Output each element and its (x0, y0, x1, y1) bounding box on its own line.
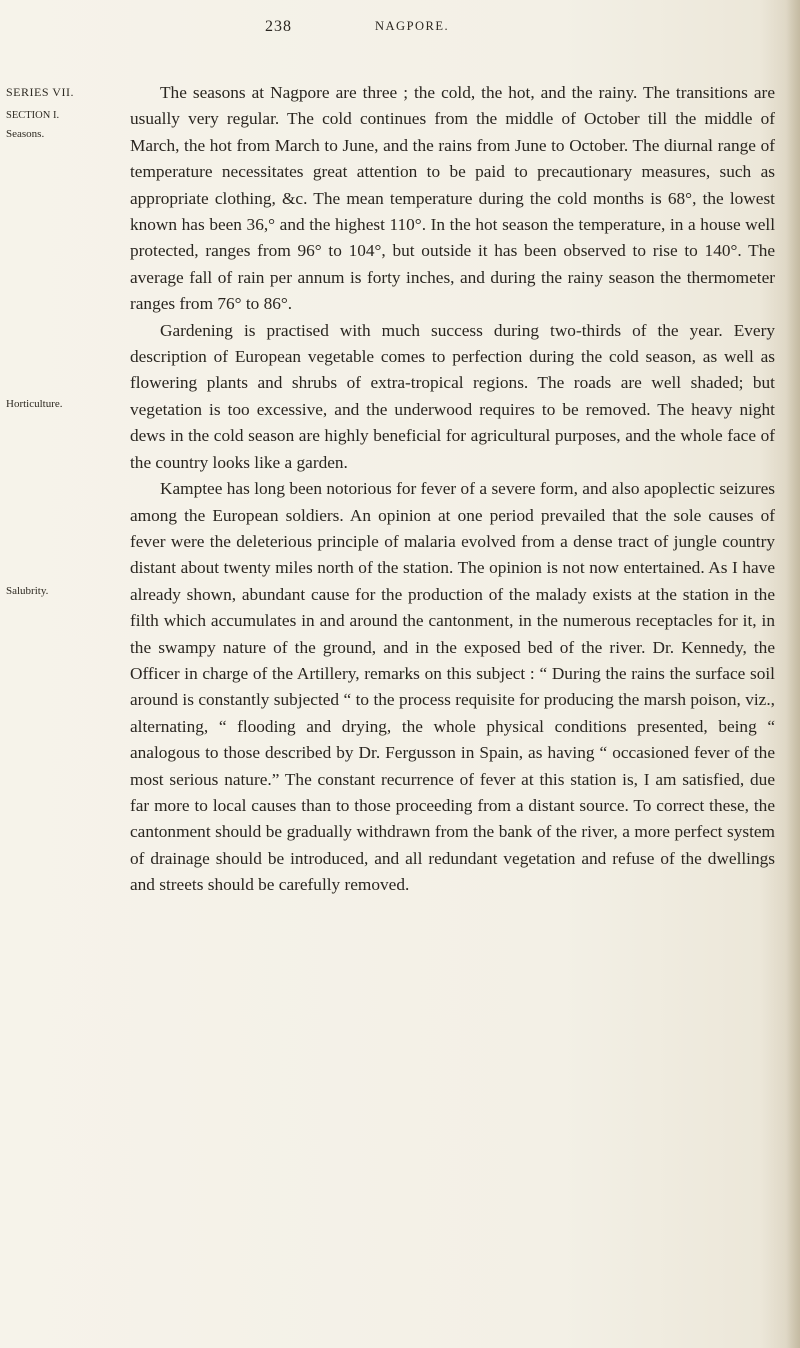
running-title: NAGPORE. (375, 19, 450, 33)
paragraph-seasons: The seasons at Nagpore are three ; the cold, the hot, and the rainy. The transitions are usually very regular. The cold continues from the middle of October till the middle of March, the hot from March to June, and the rains from June to October. The diurnal range of temperature necessitates great attention to be paid to precautionary measures, such as appropriate clothing, &c. The mean temperature during the cold months is 68°, the lowest known has been 36,° and the highest 110°. In the hot season the temperature, in a house well protected, ranges from 96° to 104°, but outside it has been observed to rise to 140°. The average fall of rain per annum is forty inches, and during the rainy season the thermometer ranges from 76° to 86°. (130, 83, 775, 314)
margin-note-seasons: Seasons. (6, 128, 45, 140)
paragraph-horticulture: Gardening is practised with much success during two-thirds of the year. Every description of European vegetable comes to perfection during the cold season, as well as flowering plants and shrubs of extra-tropical regions. The roads are well shaded; but vegetation is too excessive, and the underwood requires to be removed. The heavy night dews in the cold season are highly beneficial for agricultural purposes, and the whole face of the country looks like a garden. (130, 320, 775, 472)
margin-note-section: SECTION I. (6, 110, 60, 121)
margin-note-salubrity: Salubrity. (6, 585, 49, 597)
margin-note-horticulture: Horticulture. (6, 398, 63, 410)
margin-note-series: SERIES VII. (6, 85, 74, 99)
body-text (130, 80, 775, 899)
paragraph-salubrity: Kamptee has long been notorious for fever of a severe form, and also apoplectic seizures among the European soldiers. An opinion at one period prevailed that the sole causes of fever were the deleterious principle of malaria evolved from a dense tract of jungle country distant about twenty miles north of the station. The opinion is not now entertained. As I have already shown, abundant cause for the production of the malady exists at the station in the filth which accumulates in and around the cantonment, in the numerous receptacles for it, in the swampy nature of the ground, and in the exposed bed of the river. Dr. Kennedy, the Officer in charge of the Artillery, remarks on this subject : “ During the rains the surface soil around is constantly subjected “ to the process requisite for producing the marsh poison, viz., alternating, “ flooding and drying, the whole physical conditions presented, being “ analogous to those described by Dr. Fergusson in Spain, as having “ occasioned fever of the most serious nature.” The constant recurrence of fever at this station is, I am satisfied, due far more to local causes than to those proceeding from a distant source. To correct these, the cantonment should be gradually withdrawn from the bank of the river, a more perfect system of drainage should be introduced, and all redundant vegetation and refuse of the dwellings and streets should be carefully removed. (130, 479, 775, 895)
page-number: 238 (265, 18, 292, 35)
page-edge-shadow (786, 0, 800, 1348)
